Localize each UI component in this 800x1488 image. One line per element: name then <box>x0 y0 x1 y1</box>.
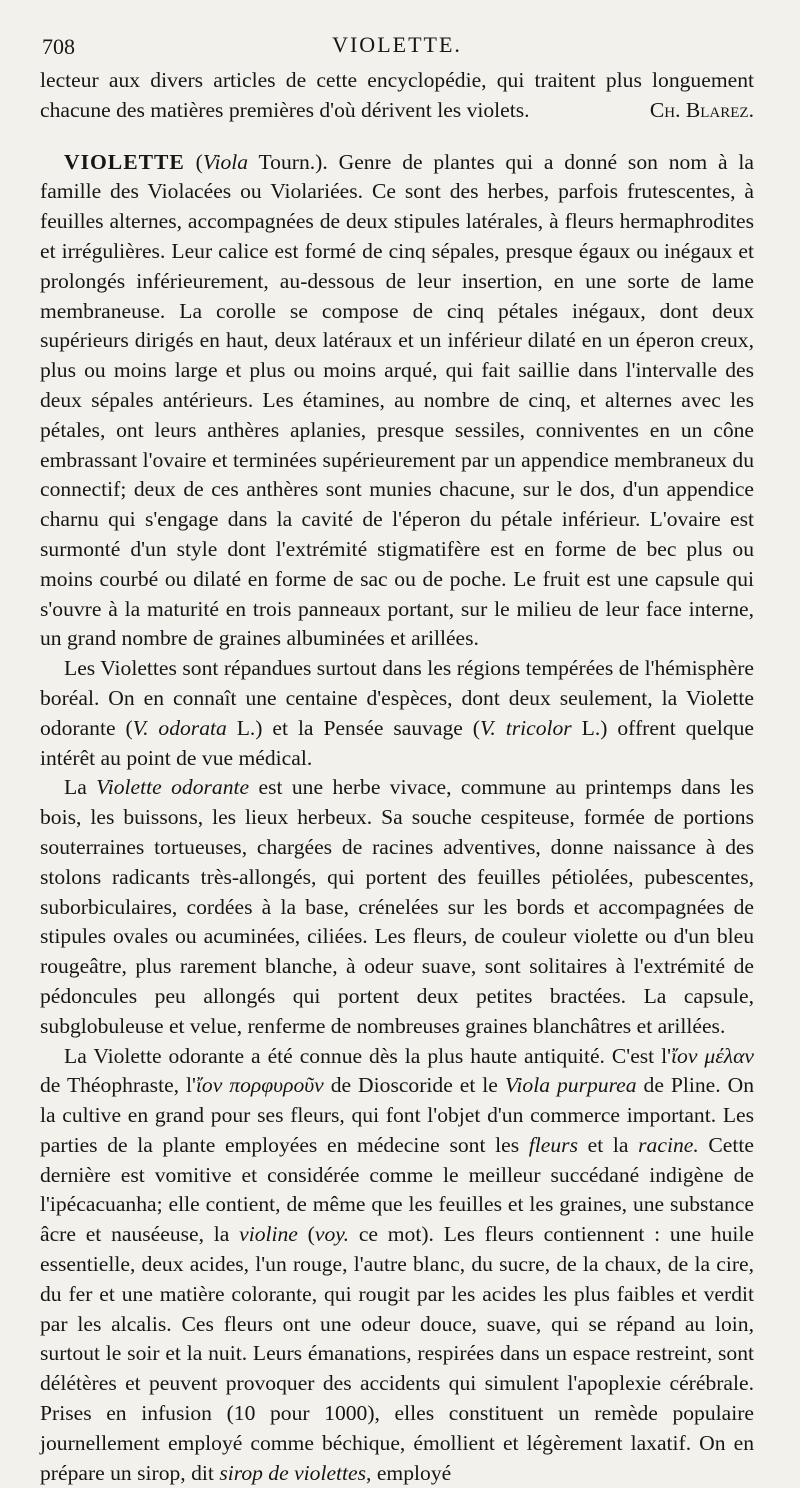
text-run: ( <box>298 1222 315 1246</box>
italic-term: racine. <box>638 1133 699 1157</box>
greek-term: ἴον μέλαν <box>671 1044 754 1068</box>
genus-author: Tourn.). <box>248 150 328 174</box>
paragraph-description <box>40 773 754 1041</box>
greek-term: ἴον πορφυροῦν <box>196 1073 324 1097</box>
italic-term: sirop de violettes <box>219 1461 366 1485</box>
paragraph-definition: VIOLETTE (Viola Tourn.). Genre de plantes qui a donné son nom à la famille des Violacées ou Violariées. Ce sont des herbes, parfois frutescentes, à feuilles alternes, accompagnées de deux stipules latérales, à fleurs hermaphrodites et irrégulières. Leur calice est formé de cinq sépales, presque égaux ou inégaux et prolongés inférieurement, au-dessous de leur insertion, en une sorte de lame membraneuse. La corolle se compose de cinq pétales inégaux, dont deux supérieurs dirigés en haut, deux latéraux et un inférieur dilaté en un éperon creux, plus ou moins large et plus ou moins arqué, qui fait saillie dans l'intervalle des deux sépales antérieurs. Les étamines, au nombre de cinq, et alternes avec les pétales, ont leurs anthères aplanies, presque sessiles, conniventes en un cône embrassant l'ovaire et terminées supérieurement par un appendice membraneux du connectif; deux de ces anthères sont munies chacune, sur le dos, d'un appendice charnu qui s'engage dans la cavité de l'éperon du pétale inférieur. L'ovaire est surmonté d'un style dont l'extrémité stigmatifère est en forme de bec plus ou moins courbé ou dilaté en forme de sac ou de poche. Le fruit est une capsule qui s'ouvre à la maturité en trois panneaux portant, sur le milieu de leur face interne, un grand nombre de graines albuminées et arillées. <box>40 148 754 655</box>
text-run: , employé <box>366 1461 451 1485</box>
species-term: Violette odorante <box>96 775 249 799</box>
italic-term: fleurs <box>529 1133 578 1157</box>
text-run: Cette dernière est vomitive et considérée comme le meilleur succédané indigène de l'ipécacuanha; elle contient, de même que les feuilles et les graines, une substance âcre et nauséeuse, la <box>40 1133 754 1246</box>
paragraph-history <box>40 1042 754 1488</box>
text-run: et la <box>578 1133 638 1157</box>
italic-term: voy. <box>315 1222 349 1246</box>
latin-term: Viola purpurea <box>505 1073 637 1097</box>
intro-paragraph <box>40 66 754 126</box>
text-run: de Théophraste, l' <box>40 1073 196 1097</box>
text-run: Les Violettes sont répandues surtout dans les régions tempérées de l'hémisphère boréal. On en connaît une centaine d'espèces, dont deux seulement, la Violette odorante ( <box>40 656 754 740</box>
page-number: 708 <box>42 34 75 60</box>
text-run: La <box>64 775 96 799</box>
species-name: V. odorata <box>133 716 227 740</box>
species-name: V. tricolor <box>480 716 572 740</box>
text-run: L.) et la Pensée sauvage ( <box>227 716 480 740</box>
running-title: VIOLETTE. <box>40 32 754 58</box>
body-text <box>40 66 754 1488</box>
text-run: est une herbe vivace, commune au printemps dans les bois, les buissons, les lieux herbeux. Sa souche cespiteuse, formée de portions souterraines tortueuses, chargées de racines adventives, donne naissance à des stolons radicants très-allongés, qui portent des feuilles pétiolées, pubescentes, suborbiculaires, cordées à la base, crénelées sur les bords et accompagnées de stipules ovales ou acuminées, ciliées. Les fleurs, de couleur violette ou d'un bleu rougeâtre, plus rarement blanche, à odeur suave, sont solitaires à l'extrémité de pédoncules peu allongés qui portent deux petites bractées. La capsule, subglobuleuse et velue, renferme de nombreuses graines blanchâtres et arillées. <box>40 775 754 1037</box>
headword: VIOLETTE <box>64 150 185 174</box>
text-run: ce mot). Les fleurs contiennent : une huile essentielle, deux acides, l'un rouge, l'autre blanc, du sucre, de la chaux, de la cire, du fer et une matière colorante, qui rougit par les acides les plus faibles et verdit par les alcalis. Ces fleurs ont une odeur douce, suave, qui se répand au loin, surtout le soir et la nuit. Leurs émanations, respirées dans un espace restreint, sont délétères et peuvent provoquer des accidents qui simulent l'apoplexie cérébrale. Prises en infusion (10 pour 1000), elles constituent un remède populaire journellement employé comme béchique, émollient et légèrement laxatif. On en prépare un sirop, dit <box>40 1222 754 1484</box>
text-run: de Pline. On la cultive en grand pour ses fleurs, qui font l'objet d'un commerce important. Les parties de la plante employées en médecine sont les <box>40 1073 754 1157</box>
text-run: La Violette odorante a été connue dès la plus haute antiquité. C'est l' <box>64 1044 671 1068</box>
italic-term: violine <box>239 1222 298 1246</box>
paragraph-distribution <box>40 654 754 773</box>
text-run: de Dioscoride et le <box>324 1073 505 1097</box>
intro-text: lecteur aux divers articles de cette encyclopédie, qui traitent plus longuement chacune des matières premières d'où dérivent les violets. <box>40 68 754 122</box>
definition-text: Genre de plantes qui a donné son nom à la famille des Violacées ou Violariées. Ce sont des herbes, parfois frutescentes, à feuilles alternes, accompagnées de deux stipules latérales, à fleurs hermaphrodites et irrégulières. Leur calice est formé de cinq sépales, presque égaux ou inégaux et prolongés inférieurement, au-dessous de leur insertion, en une sorte de lame membraneuse. La corolle se compose de cinq pétales inégaux, dont deux supérieurs dirigés en haut, deux latéraux et un inférieur dilaté en un éperon creux, plus ou moins large et plus ou moins arqué, qui fait saillie dans l'intervalle des deux sépales antérieurs. Les étamines, au nombre de cinq, et alternes avec les pétales, ont leurs anthères aplanies, presque sessiles, conniventes en un cône embrassant l'ovaire et terminées supérieurement par un appendice membraneux du connectif; deux de ces anthères sont munies chacune, sur le dos, d'un appendice charnu qui s'engage dans la cavité de l'éperon du pétale inférieur. L'ovaire est surmonté d'un style dont l'extrémité stigmatifère est en forme de bec plus ou moins courbé ou dilaté en forme de sac ou de poche. Le fruit est une capsule qui s'ouvre à la maturité en trois panneaux portant, sur le milieu de leur face interne, un grand nombre de graines albuminées et arillées. <box>40 150 754 651</box>
genus-name: Viola <box>203 150 248 174</box>
page-header <box>40 30 754 66</box>
author-signature: Ch. Blarez. <box>650 96 754 126</box>
text-run: L.) offrent quelque intérêt au point de vue médical. <box>40 716 754 770</box>
